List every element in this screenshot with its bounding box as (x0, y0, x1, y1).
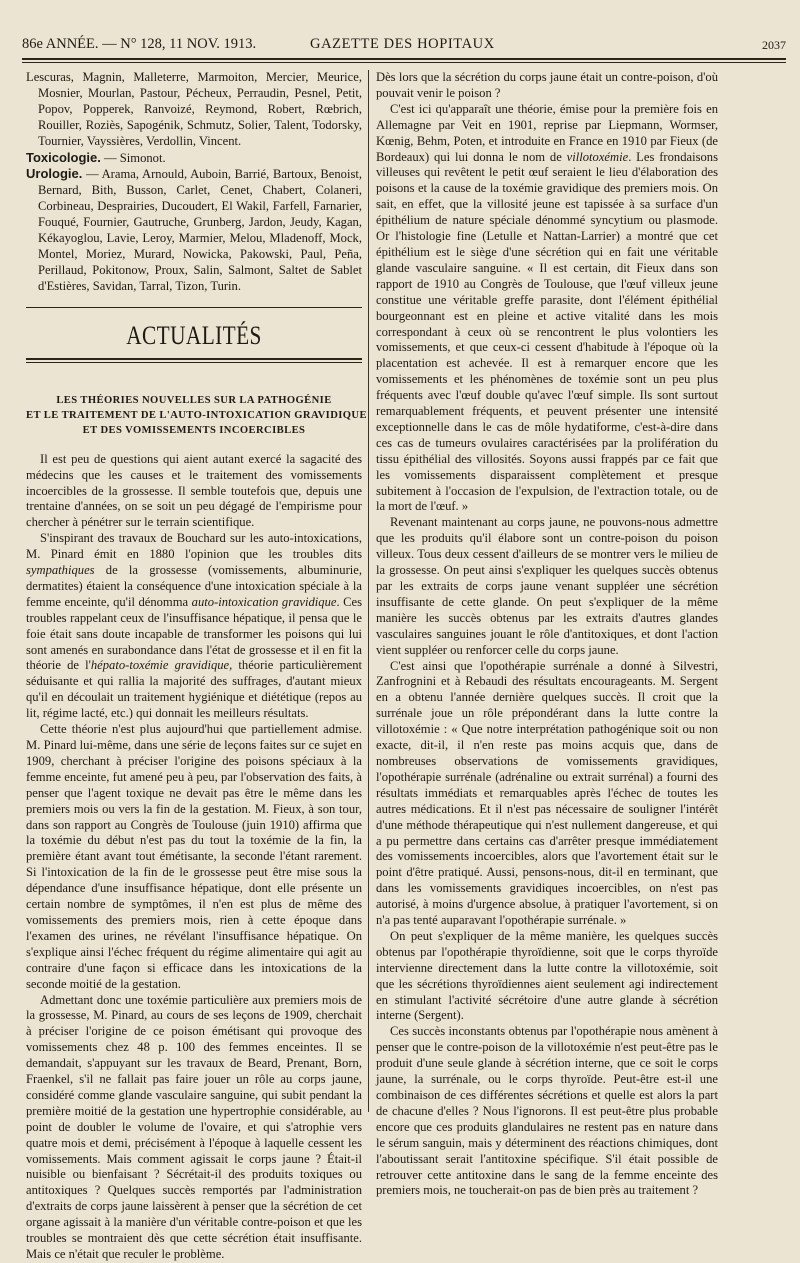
italic-term: auto-intoxication gravidique (191, 594, 337, 609)
article-paragraph: Dès lors que la sécrétion du corps jaune était un contre-poison, d'où pouvait venir le poison ? (376, 70, 718, 100)
italic-term: villotoxémie (566, 149, 629, 164)
section-rule-bottom (26, 358, 362, 360)
right-column (376, 70, 718, 1199)
header-rule (22, 58, 786, 60)
article-title-line: LES THÉORIES NOUVELLES SUR LA PATHOGÉNIE (56, 394, 332, 406)
urologie-label: Urologie. (26, 166, 83, 182)
italic-term: sympathiques (26, 563, 95, 578)
article-title-line: ET LE TRAITEMENT DE L'AUTO-INTOXICATION GRAVIDIQUE (26, 409, 367, 421)
article-title (26, 393, 367, 438)
article-paragraph: Revenant maintenant au corps jaune, ne pouvons-nous admettre que les produits qu'il élabore sont un contre-poison du poison villeux. Tous deux cessent d'ailleurs de se montrer vers le milieu de la grossesse. On peut ainsi s'expliquer les quelques succès obtenus par les extraits de corps jaune venant suppléer une sécrétion insuffisante de cette glande. On peut s'expliquer de la même manière les succès obtenus par les extraits d'autres glandes vasculaires sanguines jouant le rôle d'antitoxiques, et dont l'action vient suppléer ou renforcer celle du corps jaune. (376, 515, 718, 657)
toxicologie-names: — Simonot. (100, 150, 166, 165)
left-column (26, 70, 367, 1263)
article-paragraph (376, 102, 718, 516)
page-number: 2037 (762, 38, 786, 52)
italic-term: hépato-toxémie gravidique (90, 658, 230, 673)
section-heading: ACTUALITÉS (126, 320, 262, 350)
names-continuation: Lescuras, Magnin, Malleterre, Marmoiton, Mercier, Meurice, Mosnier, Mourlan, Pastour, Pécheux, Perraudin, Pesnel, Petit, Popov, Popperek, Ranvoizé, Reymond, Robert, Rœbrich, Rouiller, Roziès, Sapogénik, Schmutz, Solier, Talent, Todorsky, Tournier, Vayssières, Verdollin, Vincent. (26, 70, 362, 148)
issue-info: 86e ANNÉE. — N° 128, 11 NOV. 1913. (22, 36, 257, 52)
article-paragraph: On peut s'expliquer de la même manière, les quelques succès obtenus par l'opothérapie thyroïdienne, soit que le corps thyroïde intervienne directement dans la lutte contre la villotoxémie, soit que les sécrétions thyroïdiennes aient seulement agi indirectement en stimulant l'activité sécrétoire d'une autre glande à sécrétion interne (Sergent). (376, 928, 718, 1023)
text-run: S'inspirant des travaux de Bouchard sur les auto-intoxications, M. Pinard émit en 1880 l'opinion que les troubles dits (26, 531, 362, 562)
text-run: . Les frondaisons villeuses qui revêtent le petit œuf seraient le lieu d'élaboration des poisons et la cause de la toxémie gravidique des premiers mois. On sait, en effet, que la villosité jeune est tapissée à sa surface d'un épithélium de nature spéciale dénommé syncytium ou plasmode. Or l'histologie fine (Letulle et Nattan-Larrier) a montré que cet épithélium est le siège d'une sécrétion qui en fait une véritable glande vasculaire sanguine. « Il est certain, dit Fieux dans son rapport de 1910 au Congrès de Toulouse, que l'œuf villeux jeune constitue une véritable greffe parasite, dont l'élément épithélial bourgeonnant est en pleine et active vitalité dans les mois correspondant à ceux où se rencontrent le plus volontiers les vomissements, et que ceux-ci cessent d'habitude à l'époque où la placentation est achevée. Il est à remarquer encore que les vomissements et les phénomènes de toxémie sont un peu plus fréquents avec l'œuf double qu'avec l'œuf simple. Ils sont surtout remarquablement fréquents, et peuvent présenter une intensité exceptionnelle dans le cas de môle hydatiforme, c'est-à-dire dans ces cas de tumeurs ovulaires caractérisées par la prolifération du tissu épithélial des villosités. Soyons aussi frappés par ce fait que les vomissements disparaissent complètement et presque subitement à l'occasion de l'expulsion, de l'extraction totale, ou de la mort de l'œuf. » (376, 149, 718, 514)
urologie-names: — Arama, Arnould, Auboin, Barrié, Bartoux, Benoist, Bernard, Bith, Busson, Carlet, Cenet, Chabert, Colaneri, Corbineau, Desprairies, Ducoudert, El Wakil, Farfell, Farnarier, Fouqué, Fournier, Gautruche, Grunberg, Jardon, Jeudy, Kagan, Kékayoglou, Lavie, Leroy, Marmier, Melou, Mladenoff, Mock, Montel, Moriez, Murard, Nowicka, Pakowski, Paul, Peña, Perillaud, Pokitonow, Proux, Salin, Salmont, Saltet de Sablet d'Estières, Savidan, Tarral, Tizon, Turin. (38, 167, 362, 293)
article-title-line: ET DES VOMISSEMENTS INCOERCIBLES (82, 424, 306, 436)
article-paragraph: Admettant donc une toxémie particulière aux premiers mois de la grossesse, M. Pinard, au cours de ses leçons de 1909, cherchait à préciser l'origine de ce poison émétisant qui provoque des vomissements chez 48 p. 100 des femmes enceintes. Il se demandait, s'appuyant sur les travaux de Beard, Prenant, Born, Fraenkel, s'il ne fallait pas faire jouer un rôle au corps jaune, considéré comme glande vasculaire sanguine, qui subit pendant la première moitié de la gestation une hypertrophie considérable, au point de doubler le volume de l'ovaire, et qui s'atrophie vers quatre mois et demi, précisément à l'époque à laquelle cessent les vomissements. Mais comment agissait le corps jaune ? Était-il nuisible ou bienfaisant ? Sécrétait-il des produits toxiques ou antitoxiques ? Quelques succès remportés par l'administration d'extraits de corps jaune laissèrent à penser que la sécrétion de cet organe agissait à la manière d'un véritable contre-poison et que les troubles se montraient dès que cette sécrétion était insuffisante. Mais ce n'était que reculer le problème. (26, 992, 362, 1261)
text-run: de la grossesse (vomissements, albuminurie, dermatites) étaient la conséquence d'une intoxication spéciale à la femme enceinte, qu'il dénomma (26, 563, 362, 609)
section-rule-bottom-thin (26, 362, 362, 363)
toxicologie-entry (26, 150, 362, 167)
column-separator (368, 70, 369, 1112)
text-run: , théorie particulièrement séduisante et qui rallia la majorité des suffrages, d'autant mieux qu'il en découlait un traitement hygiénique et diététique (repos au lit, régime lacté, etc.) qui donnait les meilleurs résultats. (26, 658, 363, 721)
text-run: . Ces troubles rappelant ceux de l'insuffisance hépatique, il pensa que le foie était sans doute incapable de transformer les poisons qui lui sont amenés en surabondance dans l'état de grossesse et il en fit la théorie de l' (26, 594, 363, 673)
toxicologie-label: Toxicologie. (26, 149, 101, 165)
section-rule-top (26, 307, 362, 308)
header-rule-thin (22, 62, 786, 63)
urologie-entry (26, 166, 362, 294)
article-paragraph: Il est peu de questions qui aient autant exercé la sagacité des médecins que les causes et le traitement des vomissements incoercibles de la grossesse. Il semble toutefois que, depuis une trentaine d'années, on se soit un peu dégagé de l'empirisme pour chercher à pénétrer sur le terrain scientifique. (26, 451, 362, 530)
article-paragraph (26, 531, 362, 722)
journal-title: GAZETTE DES HOPITAUX (310, 36, 495, 52)
text-run: C'est ici qu'apparaît une théorie, émise pour la première fois en Allemagne par Veit en 1901, reprise par Liepmann, Wormser, Kœnig, Behm, Poten, et introduite en France en 1910 par Fieux (de Bordeaux) qui lui donna le nom de (376, 101, 718, 164)
running-header (22, 36, 786, 58)
article-paragraph: Cette théorie n'est plus aujourd'hui que partiellement admise. M. Pinard lui-même, dans une série de leçons faites sur ce sujet en 1909, cherchant à préciser l'origine des poisons spéciaux à la femme enceinte, fut amené peu à peu, par l'observation des faits, à penser que l'agent toxique ne devait pas être le même dans les premiers mois ou vers la fin de la gestation. M. Fieux, à son tour, dans son rapport au Congrès de Toulouse (juin 1910) affirma que la toxémie du début n'est pas du tout la toxémie de la fin, la première étant avant tout émétisante, la seconde l'étant rarement. Si l'intoxication de la fin de le grossesse peut être mise sous la dépendance d'une insuffisance hépatique, dont elle présente un certain nombre de symptômes, il n'en est plus de même des vomissements des premiers mois, rien à cette époque dans l'examen des urines, ne révélant l'insuffisance hépatique. On s'explique ainsi l'échec fréquent du régime alimentaire qui agit au contraire d'une façon si efficace dans les intoxications de la seconde moitié de la gestation. (26, 722, 362, 991)
article-paragraph: Ces succès inconstants obtenus par l'opothérapie nous amènent à penser que le contre-poison de la villotoxémie n'est peut-être pas le produit d'une seule glande à sécrétion interne, que ce soit le corps jaune, la surrénale, ou le corps thyroïde. Peut-être est-il une combinaison de ces différentes sécrétions et quelle est alors la part de chacune d'elles ? Nous l'ignorons. Il est peut-être plus probable encore que ces produits glandulaires ne restent pas en nature dans le sérum sanguin, mais y déterminent des réactions chimiques, dont l'aboutissant serait l'antitoxine spécifique. S'il était possible de retrouver cette antitoxine dans le sang de la femme enceinte des premiers mois, ne toucherait-on pas de bien près au traitement ? (376, 1024, 718, 1198)
article-paragraph: C'est ainsi que l'opothérapie surrénale a donné à Silvestri, Zanfrognini et à Rebaudi des résultats encourageants. M. Sergent en a obtenu l'année dernière quelques succès. Il croit que la surrénale joue un rôle prépondérant dans la lutte contre la villotoxémie : « Que notre interprétation pathogénique soit ou non exacte, dit-il, il n'en reste pas moins acquis que, dans de nombreuses observations de vomissements gravidiques, l'opothérapie surrénale (adrénaline ou extrait surrénal) a fourni des résultats immédiats et remarquables après l'échec de toutes les autres médications. Et il n'est pas nécessaire de souligner l'intérêt d'une méthode thérapeutique qui n'est nullement dangereuse, et qui a pu permettre dans certains cas d'arrêter presque immédiatement des vomissements incoercibles, alors que l'avortement était sur le point d'être pratiqué. Aussi, pensons-nous, dit-il en terminant, que dans les vomissements gravidiques incoercibles, on n'est pas autorisé, à moins d'urgence absolue, à pratiquer l'avortement, si on n'a pas tenté auparavant l'opothérapie surrénale. » (376, 658, 718, 928)
